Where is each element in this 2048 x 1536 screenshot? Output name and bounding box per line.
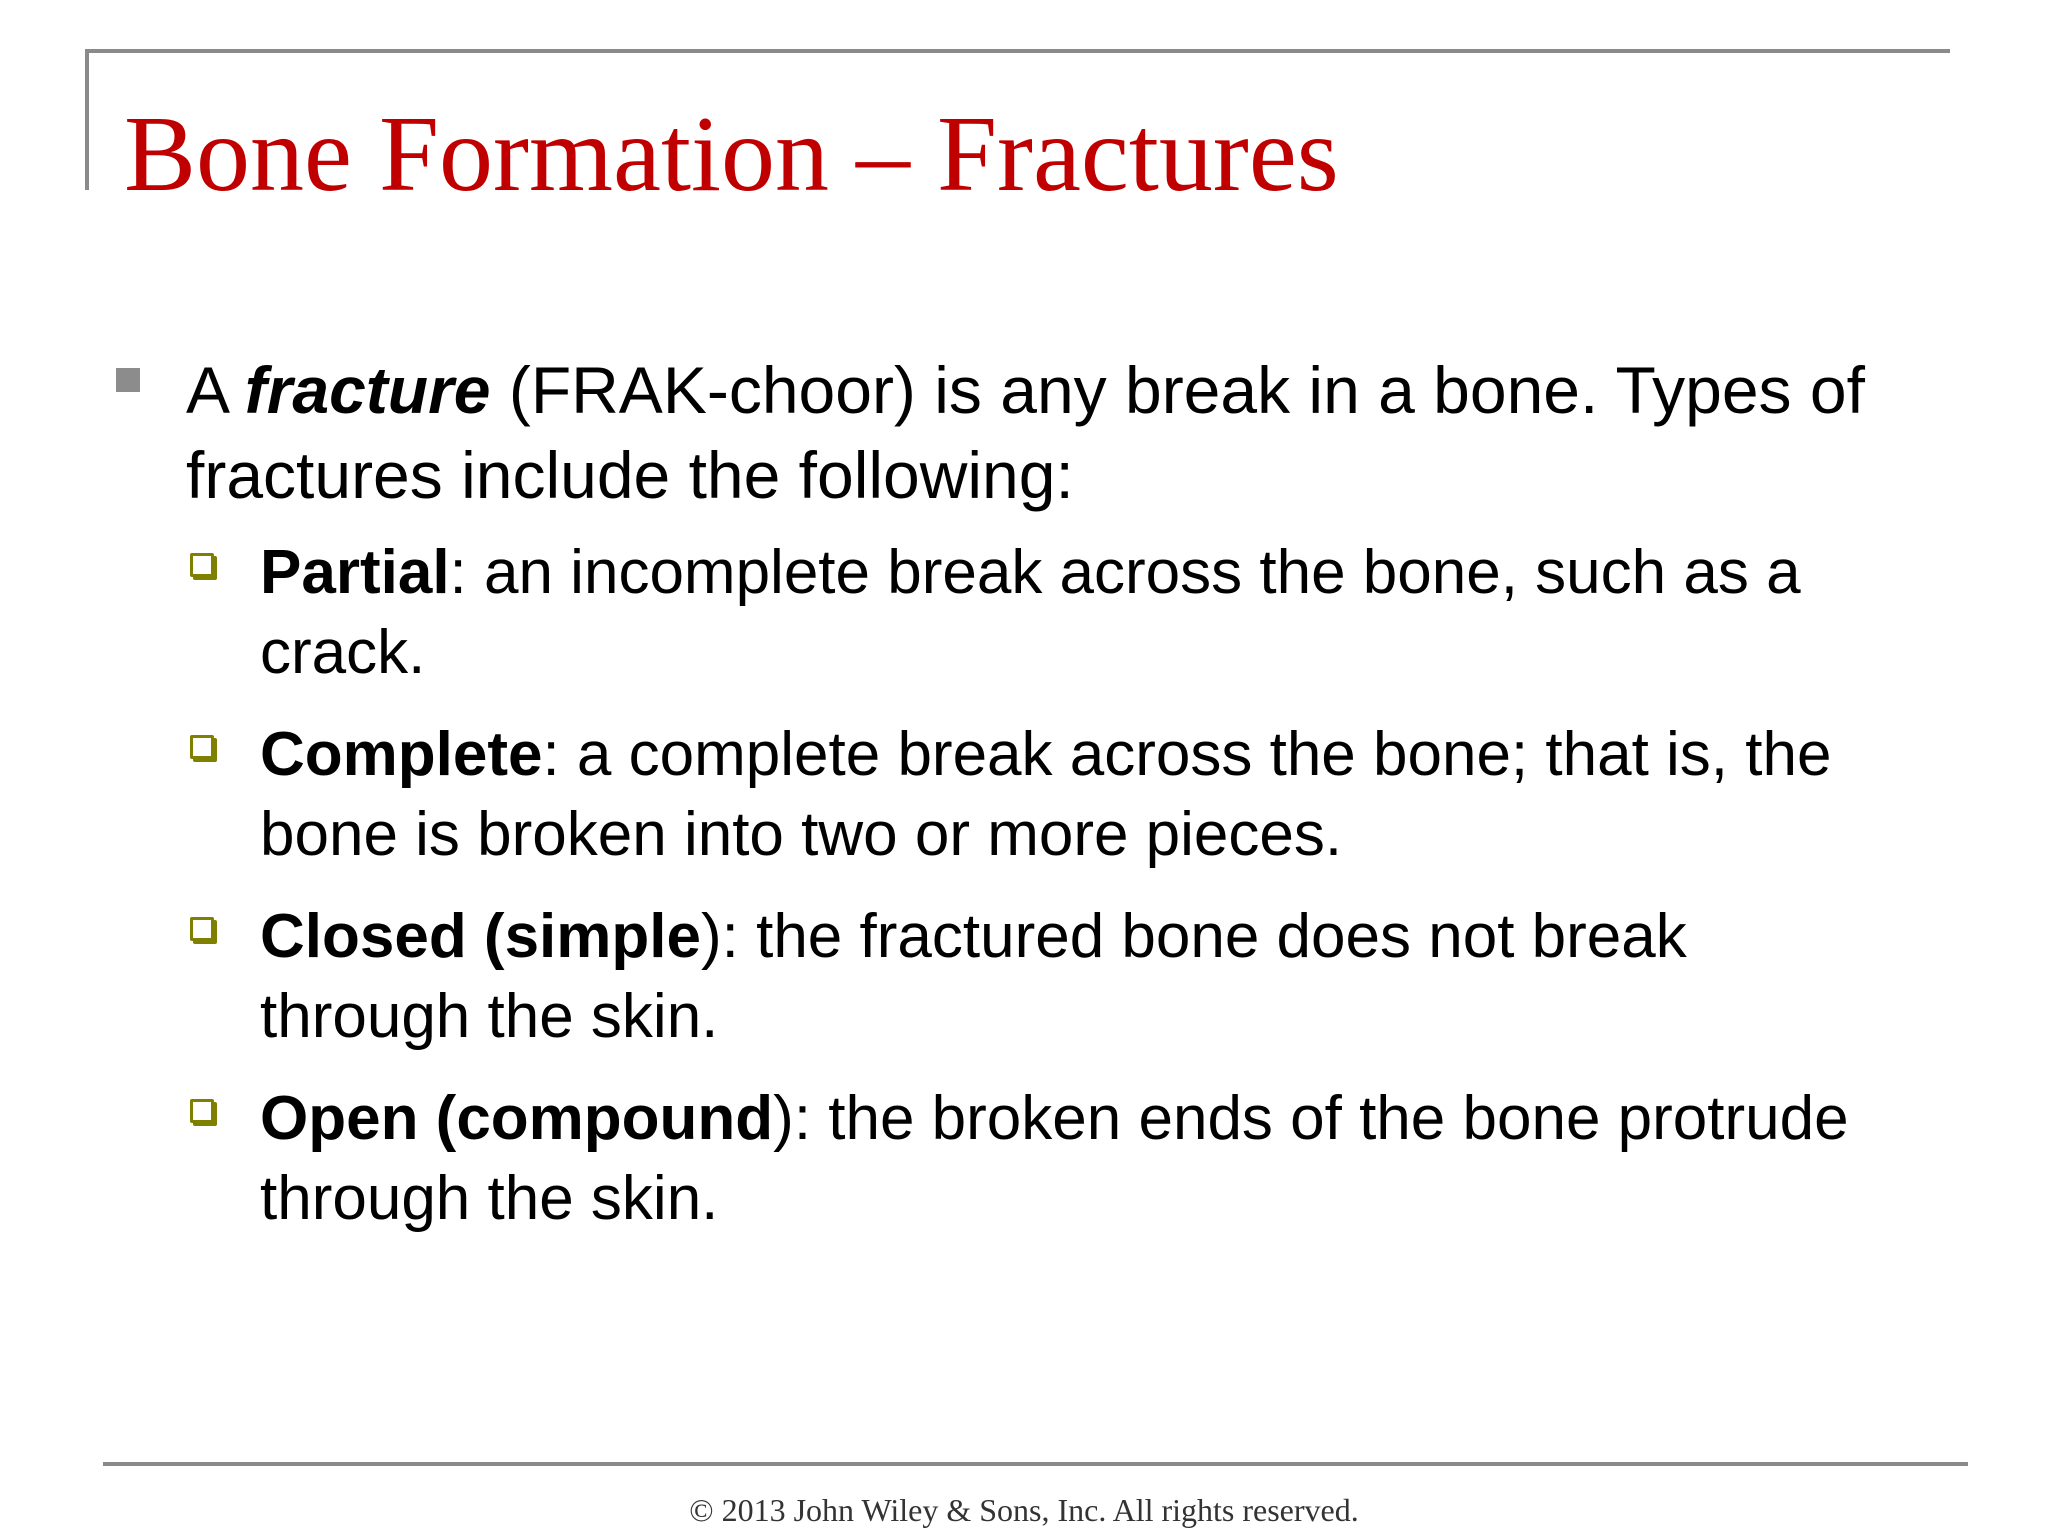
main-bullet-prefix: A: [186, 353, 227, 427]
copyright-footer: © 2013 John Wiley & Sons, Inc. All rights reserved.: [689, 1492, 1359, 1528]
main-bullet-text: (FRAK-choor) is any break in a bone. Types of fractures include the following:: [186, 353, 1865, 512]
sub-bullet-term: Complete: [260, 720, 543, 789]
sub-bullet-text: ): the broken ends of the bone protrude through the skin.: [260, 1084, 1849, 1233]
checkbox-bullet-icon: [190, 553, 214, 577]
sub-bullet-list: [110, 533, 1950, 1239]
top-rule: [85, 49, 1950, 53]
bottom-rule: [103, 1462, 1968, 1466]
sub-bullet-text: : an incomplete break across the bone, such as a crack.: [260, 538, 1801, 687]
slide-content: [110, 348, 1950, 1261]
sub-bullet-text: ): the fractured bone does not break through the skin.: [260, 902, 1687, 1051]
main-bullet: [110, 348, 1950, 518]
checkbox-bullet-icon: [190, 735, 214, 759]
sub-bullet-closed: [110, 897, 1890, 1057]
sub-bullet-term: Open (compound: [260, 1084, 774, 1153]
sub-bullet-term: Partial: [260, 538, 450, 607]
slide-title: Bone Formation – Fractures: [124, 95, 1339, 214]
sub-bullet-complete: [110, 715, 1890, 875]
left-rule: [85, 49, 89, 190]
square-bullet-icon: [116, 368, 140, 392]
checkbox-bullet-icon: [190, 1099, 214, 1123]
main-bullet-term: fracture: [244, 353, 491, 427]
sub-bullet-partial: [110, 533, 1890, 693]
checkbox-bullet-icon: [190, 917, 214, 941]
sub-bullet-term: Closed (simple: [260, 902, 701, 971]
sub-bullet-open: [110, 1079, 1890, 1239]
sub-bullet-text: : a complete break across the bone; that is, the bone is broken into two or more pieces.: [260, 720, 1832, 869]
